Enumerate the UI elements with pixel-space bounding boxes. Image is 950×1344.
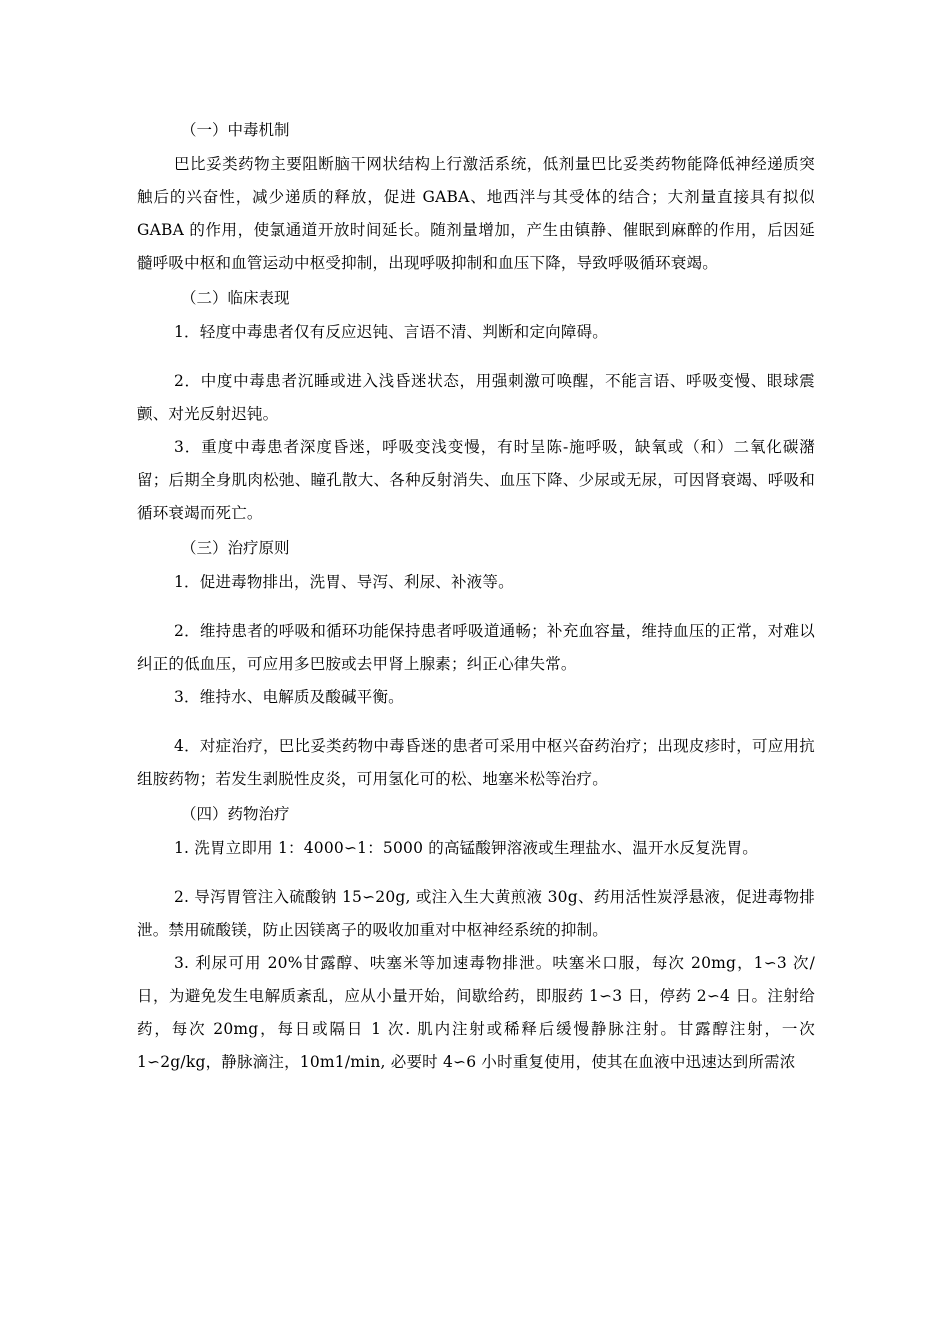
- spacer: [137, 349, 815, 365]
- spacer: [137, 714, 815, 730]
- paragraph-treatment-2: 2．维持患者的呼吸和循环功能保持患者呼吸道通畅；补充血容量，维持血压的正常，对难以纠正的低血压，可应用多巴胺或去甲肾上腺素；纠正心律失常。: [137, 622, 815, 673]
- paragraph-treatment-1: 1．促进毒物排出，洗胃、导泻、利尿、补液等。: [174, 573, 514, 591]
- spacer: [137, 599, 815, 615]
- paragraph-treatment-3: 3．维持水、电解质及酸碱平衡。: [174, 688, 404, 706]
- paragraph-clinical-3: 3．重度中毒患者深度昏迷，呼吸变浅变慢，有时呈陈-施呼吸，缺氧或（和）二氧化碳潴留；后期全身肌肉松弛、瞳孔散大、各种反射消失、血压下降、少尿或无尿，可因肾衰竭、呼吸和循环衰竭而死亡。: [137, 438, 815, 522]
- section-heading-clinical: （二）临床表现: [181, 289, 290, 307]
- section-heading-drug-therapy: （四）药物治疗: [181, 805, 290, 823]
- paragraph-drug-1: 1. 洗胃立即用 1：4000∽1：5000 的高锰酸钾溶液或生理盐水、温开水反复洗胃。: [174, 839, 758, 857]
- paragraph-clinical-2: 2．中度中毒患者沉睡或进入浅昏迷状态，用强刺激可唤醒，不能言语、呼吸变慢、眼球震颤、对光反射迟钝。: [137, 372, 815, 423]
- spacer: [137, 865, 815, 881]
- section-heading-treatment: （三）治疗原则: [181, 539, 290, 557]
- paragraph-drug-3: 3. 利尿可用 20%甘露醇、呋塞米等加速毒物排泄。呋塞米口服，每次 20mg，1∽3 次/日，为避免发生电解质紊乱，应从小量开始，间歇给药，即服药 1∽3 日，停药 2∽4 日。注射给药，每次 20mg，每日或隔日 1 次. 肌内注射或稀释后缓慢静脉注射。甘露醇注射，一次 1∽2g/kg，静脉滴注，10m1/min, 必要时 4∽6 小时重复使用，使其在血液中迅速达到所需浓: [137, 954, 815, 1071]
- paragraph-clinical-1: 1．轻度中毒患者仅有反应迟钝、言语不清、判断和定向障碍。: [174, 323, 608, 341]
- document-body: [137, 112, 815, 1079]
- paragraph-treatment-4: 4．对症治疗，巴比妥类药物中毒昏迷的患者可采用中枢兴奋药治疗；出现皮疹时，可应用抗组胺药物；若发生剥脱性皮炎，可用氢化可的松、地塞米松等治疗。: [137, 737, 815, 788]
- paragraph-mechanism: 巴比妥类药物主要阻断脑干网状结构上行激活系统，低剂量巴比妥类药物能降低神经递质突触后的兴奋性，减少递质的释放，促进 GABA、地西泮与其受体的结合；大剂量直接具有拟似 GABA 的作用，使氯通道开放时间延长。随剂量增加，产生由镇静、催眠到麻醉的作用，后因延髓呼吸中枢和血管运动中枢受抑制，出现呼吸抑制和血压下降，导致呼吸循环衰竭。: [137, 155, 815, 272]
- section-heading-mechanism: （一）中毒机制: [181, 121, 290, 139]
- paragraph-drug-2: 2. 导泻胃管注入硫酸钠 15∽20g, 或注入生大黄煎液 30g、药用活性炭浮悬液，促进毒物排泄。禁用硫酸镁，防止因镁离子的吸收加重对中枢神经系统的抑制。: [137, 888, 815, 939]
